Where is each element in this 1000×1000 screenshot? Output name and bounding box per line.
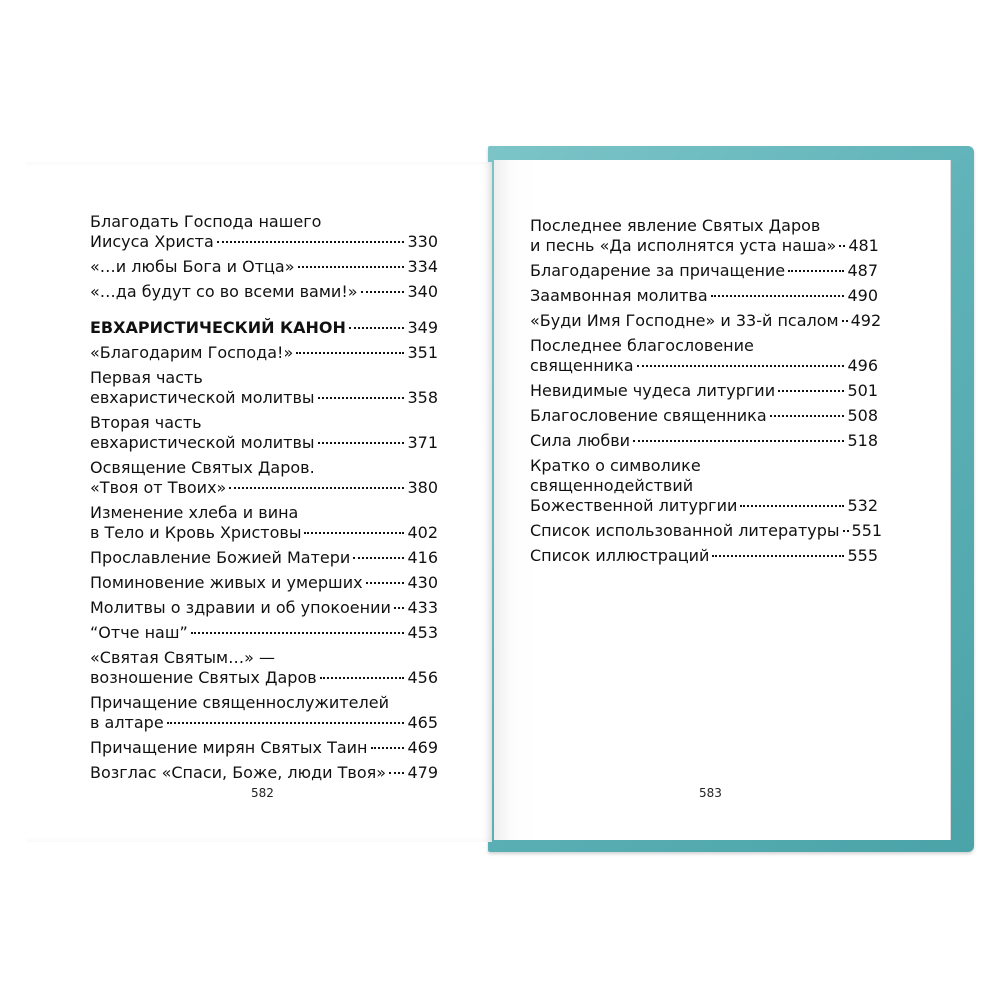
toc-entry-title: священнодействий (530, 476, 694, 495)
toc-page-number: 351 (407, 343, 438, 362)
dot-leader (229, 487, 404, 489)
toc-entry-line-last (90, 433, 438, 453)
toc-entry-line-last (530, 286, 878, 306)
toc-entry-title: «…и любы Бога и Отца» (90, 257, 295, 276)
dot-leader (842, 320, 848, 322)
toc-entry-line (90, 648, 438, 668)
toc-entry (90, 573, 438, 593)
dot-leader (167, 722, 405, 724)
toc-entry-title: «Благодарим Господа!» (90, 343, 294, 362)
toc-entry-line-last (90, 548, 438, 568)
dot-leader (366, 582, 405, 584)
dot-leader (843, 530, 849, 532)
toc-entry-title: Невидимые чудеса литургии (530, 381, 776, 400)
toc-entry-title: в алтаре (90, 713, 164, 732)
toc-entry-line-last (530, 546, 878, 566)
toc-page-number: 456 (407, 668, 438, 687)
toc-page-number: 433 (407, 598, 438, 617)
toc-entry-title: Поминовение живых и умерших (90, 573, 363, 592)
dot-leader (711, 295, 845, 297)
page-number-left: 582 (251, 786, 274, 800)
toc-entry-line (90, 368, 438, 388)
toc-entry (90, 257, 438, 277)
dot-leader (349, 327, 405, 329)
toc-entry (90, 503, 438, 543)
toc-page-number: 518 (847, 431, 878, 450)
dot-leader (394, 607, 405, 609)
toc-page-number: 492 (850, 311, 882, 330)
toc-page-number: 416 (407, 548, 438, 567)
dot-leader (320, 677, 405, 679)
toc-entry-title: Молитвы о здравии и об упокоении (90, 598, 391, 617)
toc-entry-title: Прославление Божией Матери (90, 548, 351, 567)
left-table-of-contents (90, 212, 438, 788)
page-number-right: 583 (699, 786, 722, 800)
dot-leader (304, 532, 404, 534)
toc-entry-line-last (530, 236, 878, 256)
toc-entry-line-last (90, 523, 438, 543)
dot-leader (296, 352, 404, 354)
toc-entry-line-last (90, 668, 438, 688)
dot-leader (788, 270, 844, 272)
toc-entry (90, 738, 438, 758)
toc-entry (90, 343, 438, 363)
dot-leader (740, 505, 844, 507)
toc-page-number: 469 (407, 738, 438, 757)
toc-entry (530, 456, 878, 516)
toc-entry-title: «…да будут со во всеми вами!» (90, 282, 358, 301)
toc-entry-title: Благодарение за причащение (530, 261, 786, 280)
toc-entry-title: священника (530, 356, 634, 375)
toc-entry-title: и песнь «Да исполнятся уста наша» (530, 236, 837, 255)
toc-page-number: 496 (847, 356, 878, 375)
toc-entry-title: Освящение Святых Даров. (90, 458, 315, 477)
toc-entry (530, 336, 878, 376)
toc-entry-line-last (90, 623, 438, 643)
toc-entry (90, 648, 438, 688)
toc-entry-title: Сила любви (530, 431, 631, 450)
toc-entry-line-last (90, 318, 438, 338)
toc-entry (90, 413, 438, 453)
toc-entry-line-last (530, 496, 878, 516)
dot-leader (217, 241, 405, 243)
toc-entry-title: «Буди Имя Господне» и 33-й псалом (530, 311, 839, 330)
toc-entry-line (90, 458, 438, 478)
toc-entry-line (530, 476, 878, 496)
toc-entry (90, 318, 438, 338)
toc-entry (90, 282, 438, 302)
dot-leader (637, 365, 845, 367)
toc-page-number: 465 (407, 713, 438, 732)
toc-page-number: 334 (407, 257, 438, 276)
toc-entry-line (530, 216, 878, 236)
dot-leader (318, 442, 405, 444)
toc-page-number: 532 (847, 496, 878, 515)
toc-page-number: 551 (851, 521, 883, 540)
toc-entry-title: «Твоя от Твоих» (90, 478, 227, 497)
toc-entry-line-last (530, 311, 882, 331)
dot-leader (318, 397, 405, 399)
dot-leader (298, 266, 405, 268)
toc-page-number: 501 (847, 381, 878, 400)
toc-entry-title: Заамвонная молитва (530, 286, 708, 305)
toc-entry (90, 693, 438, 733)
toc-page-number: 340 (407, 282, 438, 301)
toc-entry (90, 548, 438, 568)
toc-entry (530, 381, 878, 401)
toc-entry (530, 406, 878, 426)
toc-entry-title: “Отче наш” (90, 623, 188, 642)
toc-entry (90, 598, 438, 618)
toc-entry (530, 546, 878, 566)
dot-leader (353, 557, 404, 559)
toc-entry (90, 458, 438, 498)
toc-entry-line (530, 336, 878, 356)
toc-entry-line (90, 212, 438, 232)
toc-page-number: 402 (407, 523, 438, 542)
toc-entry-title: «Святая Святым…» — (90, 648, 275, 667)
toc-entry-title: Последнее благословение (530, 336, 754, 355)
toc-entry-title: Причащение священнослужителей (90, 693, 389, 712)
toc-page-number: 481 (848, 236, 879, 255)
toc-entry-title: возношение Святых Даров (90, 668, 317, 687)
toc-entry-title: Список использованной литературы (530, 521, 840, 540)
toc-entry-line-last (90, 763, 438, 783)
toc-entry-line-last (90, 232, 438, 252)
toc-entry-title: Божественной литургии (530, 496, 738, 515)
toc-page-number: 358 (407, 388, 438, 407)
toc-entry (530, 431, 878, 451)
toc-entry (530, 286, 878, 306)
toc-page-number: 349 (407, 318, 438, 337)
toc-entry-line-last (90, 388, 438, 408)
toc-entry (90, 623, 438, 643)
toc-entry (530, 216, 878, 256)
toc-entry-title: Причащение мирян Святых Таин (90, 738, 368, 757)
toc-page-number: 371 (407, 433, 438, 452)
dot-leader (770, 415, 845, 417)
toc-page-number: 330 (407, 232, 438, 251)
toc-entry-line-last (90, 573, 438, 593)
toc-entry-title: евхаристической молитвы (90, 388, 315, 407)
dot-leader (633, 440, 844, 442)
dot-leader (712, 555, 844, 557)
dot-leader (371, 747, 405, 749)
toc-entry-line-last (530, 356, 878, 376)
toc-entry-line-last (90, 257, 438, 277)
toc-entry-line-last (90, 713, 438, 733)
dot-leader (191, 632, 405, 634)
toc-entry-line-last (530, 381, 878, 401)
toc-entry (90, 212, 438, 252)
toc-entry-title: Возглас «Спаси, Боже, люди Твоя» (90, 763, 387, 782)
toc-entry-title: Кратко о символике (530, 456, 701, 475)
toc-entry-line (90, 693, 438, 713)
toc-entry-line-last (90, 598, 438, 618)
dot-leader (778, 390, 844, 392)
toc-entry-title: Благодать Господа нашего (90, 212, 322, 231)
toc-entry-title: ЕВХАРИСТИЧЕСКИЙ КАНОН (90, 318, 346, 337)
toc-entry-line (90, 503, 438, 523)
toc-page-number: 430 (407, 573, 438, 592)
toc-entry-line-last (90, 738, 438, 758)
toc-page-number: 380 (407, 478, 438, 497)
toc-entry-title: Благословение священника (530, 406, 767, 425)
toc-entry-title: в Тело и Кровь Христовы (90, 523, 302, 542)
toc-entry (90, 368, 438, 408)
toc-entry (530, 261, 878, 281)
toc-entry-line (90, 413, 438, 433)
toc-page-number: 490 (847, 286, 878, 305)
right-table-of-contents (530, 216, 883, 571)
toc-entry-line-last (90, 282, 438, 302)
toc-entry-title: Вторая часть (90, 413, 202, 432)
toc-page-number: 555 (847, 546, 878, 565)
toc-entry-title: Иисуса Христа (90, 232, 214, 251)
toc-entry-title: Первая часть (90, 368, 203, 387)
toc-entry-line-last (530, 521, 883, 541)
toc-entry-title: Изменение хлеба и вина (90, 503, 299, 522)
toc-page-number: 487 (847, 261, 878, 280)
dot-leader (361, 291, 405, 293)
toc-entry-title: евхаристической молитвы (90, 433, 315, 452)
toc-entry-line-last (530, 406, 878, 426)
dot-leader (389, 772, 404, 774)
toc-entry (90, 763, 438, 783)
toc-entry-line-last (90, 478, 438, 498)
toc-entry-title: Последнее явление Святых Даров (530, 216, 821, 235)
toc-entry-line-last (90, 343, 438, 363)
toc-page-number: 508 (847, 406, 878, 425)
toc-entry (530, 311, 882, 331)
dot-leader (839, 245, 845, 247)
toc-entry-line-last (530, 261, 878, 281)
toc-entry-line-last (530, 431, 878, 451)
toc-entry-line (530, 456, 878, 476)
toc-entry (530, 521, 883, 541)
toc-entry-title: Список иллюстраций (530, 546, 710, 565)
toc-page-number: 453 (407, 623, 438, 642)
toc-page-number: 479 (407, 763, 438, 782)
